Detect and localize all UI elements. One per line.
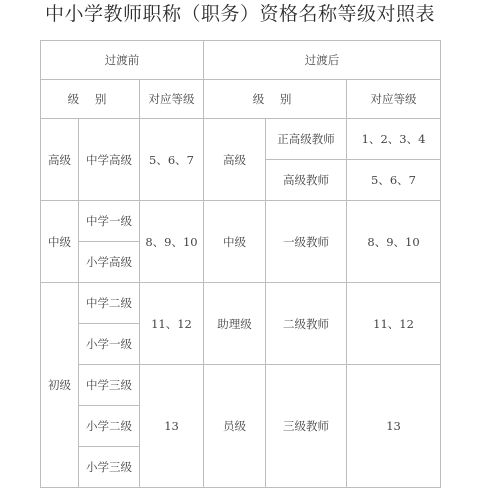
cell-junior-after-title-1: 二级教师	[266, 283, 347, 365]
cell-middle-before-grades: 8、9、10	[140, 201, 204, 283]
cell-senior-after-level: 高级	[204, 119, 266, 201]
cell-senior-after-title-2: 高级教师	[266, 160, 347, 201]
cell-junior-before-title-4: 小学二级	[79, 406, 140, 447]
header-grade-before: 对应等级	[140, 80, 204, 119]
cell-junior-before-title-2: 小学一级	[79, 324, 140, 365]
table-subheader-row	[41, 80, 441, 119]
cell-junior-before-title-5: 小学三级	[79, 447, 140, 488]
page-title: 中小学教师职称（职务）资格名称等级对照表	[44, 3, 435, 25]
cell-senior-before-level: 高级	[41, 119, 79, 201]
cell-senior-before-title: 中学高级	[79, 119, 140, 201]
header-grade-after: 对应等级	[347, 80, 441, 119]
header-after: 过渡后	[204, 41, 441, 80]
cell-middle-before-title-1: 中学一级	[79, 201, 140, 242]
cell-junior-after-level-2: 员级	[204, 365, 266, 488]
cell-junior-before-level: 初级	[41, 283, 79, 488]
cell-junior-before-title-1: 中学二级	[79, 283, 140, 324]
header-level-after: 级 别	[204, 80, 347, 119]
table-row	[41, 201, 441, 242]
cell-middle-after-grades: 8、9、10	[347, 201, 441, 283]
table-row	[41, 365, 441, 406]
header-before: 过渡前	[41, 41, 204, 80]
cell-junior-after-title-2: 三级教师	[266, 365, 347, 488]
cell-senior-after-title-1: 正高级教师	[266, 119, 347, 160]
cell-junior-after-grades-2: 13	[347, 365, 441, 488]
cell-junior-after-grades-1: 11、12	[347, 283, 441, 365]
cell-middle-after-title: 一级教师	[266, 201, 347, 283]
cell-middle-before-level: 中级	[41, 201, 79, 283]
cell-senior-after-grades-2: 5、6、7	[347, 160, 441, 201]
cell-middle-before-title-2: 小学高级	[79, 242, 140, 283]
cell-junior-before-title-3: 中学三级	[79, 365, 140, 406]
table-row	[41, 283, 441, 324]
table-header-row	[41, 41, 441, 80]
cell-senior-after-grades-1: 1、2、3、4	[347, 119, 441, 160]
header-level-before: 级 别	[41, 80, 140, 119]
cell-junior-after-level-1: 助理级	[204, 283, 266, 365]
comparison-table	[40, 40, 441, 488]
cell-middle-after-level: 中级	[204, 201, 266, 283]
cell-junior-before-grades-1: 11、12	[140, 283, 204, 365]
cell-senior-before-grades: 5、6、7	[140, 119, 204, 201]
table-row	[41, 119, 441, 160]
cell-junior-before-grades-2: 13	[140, 365, 204, 488]
